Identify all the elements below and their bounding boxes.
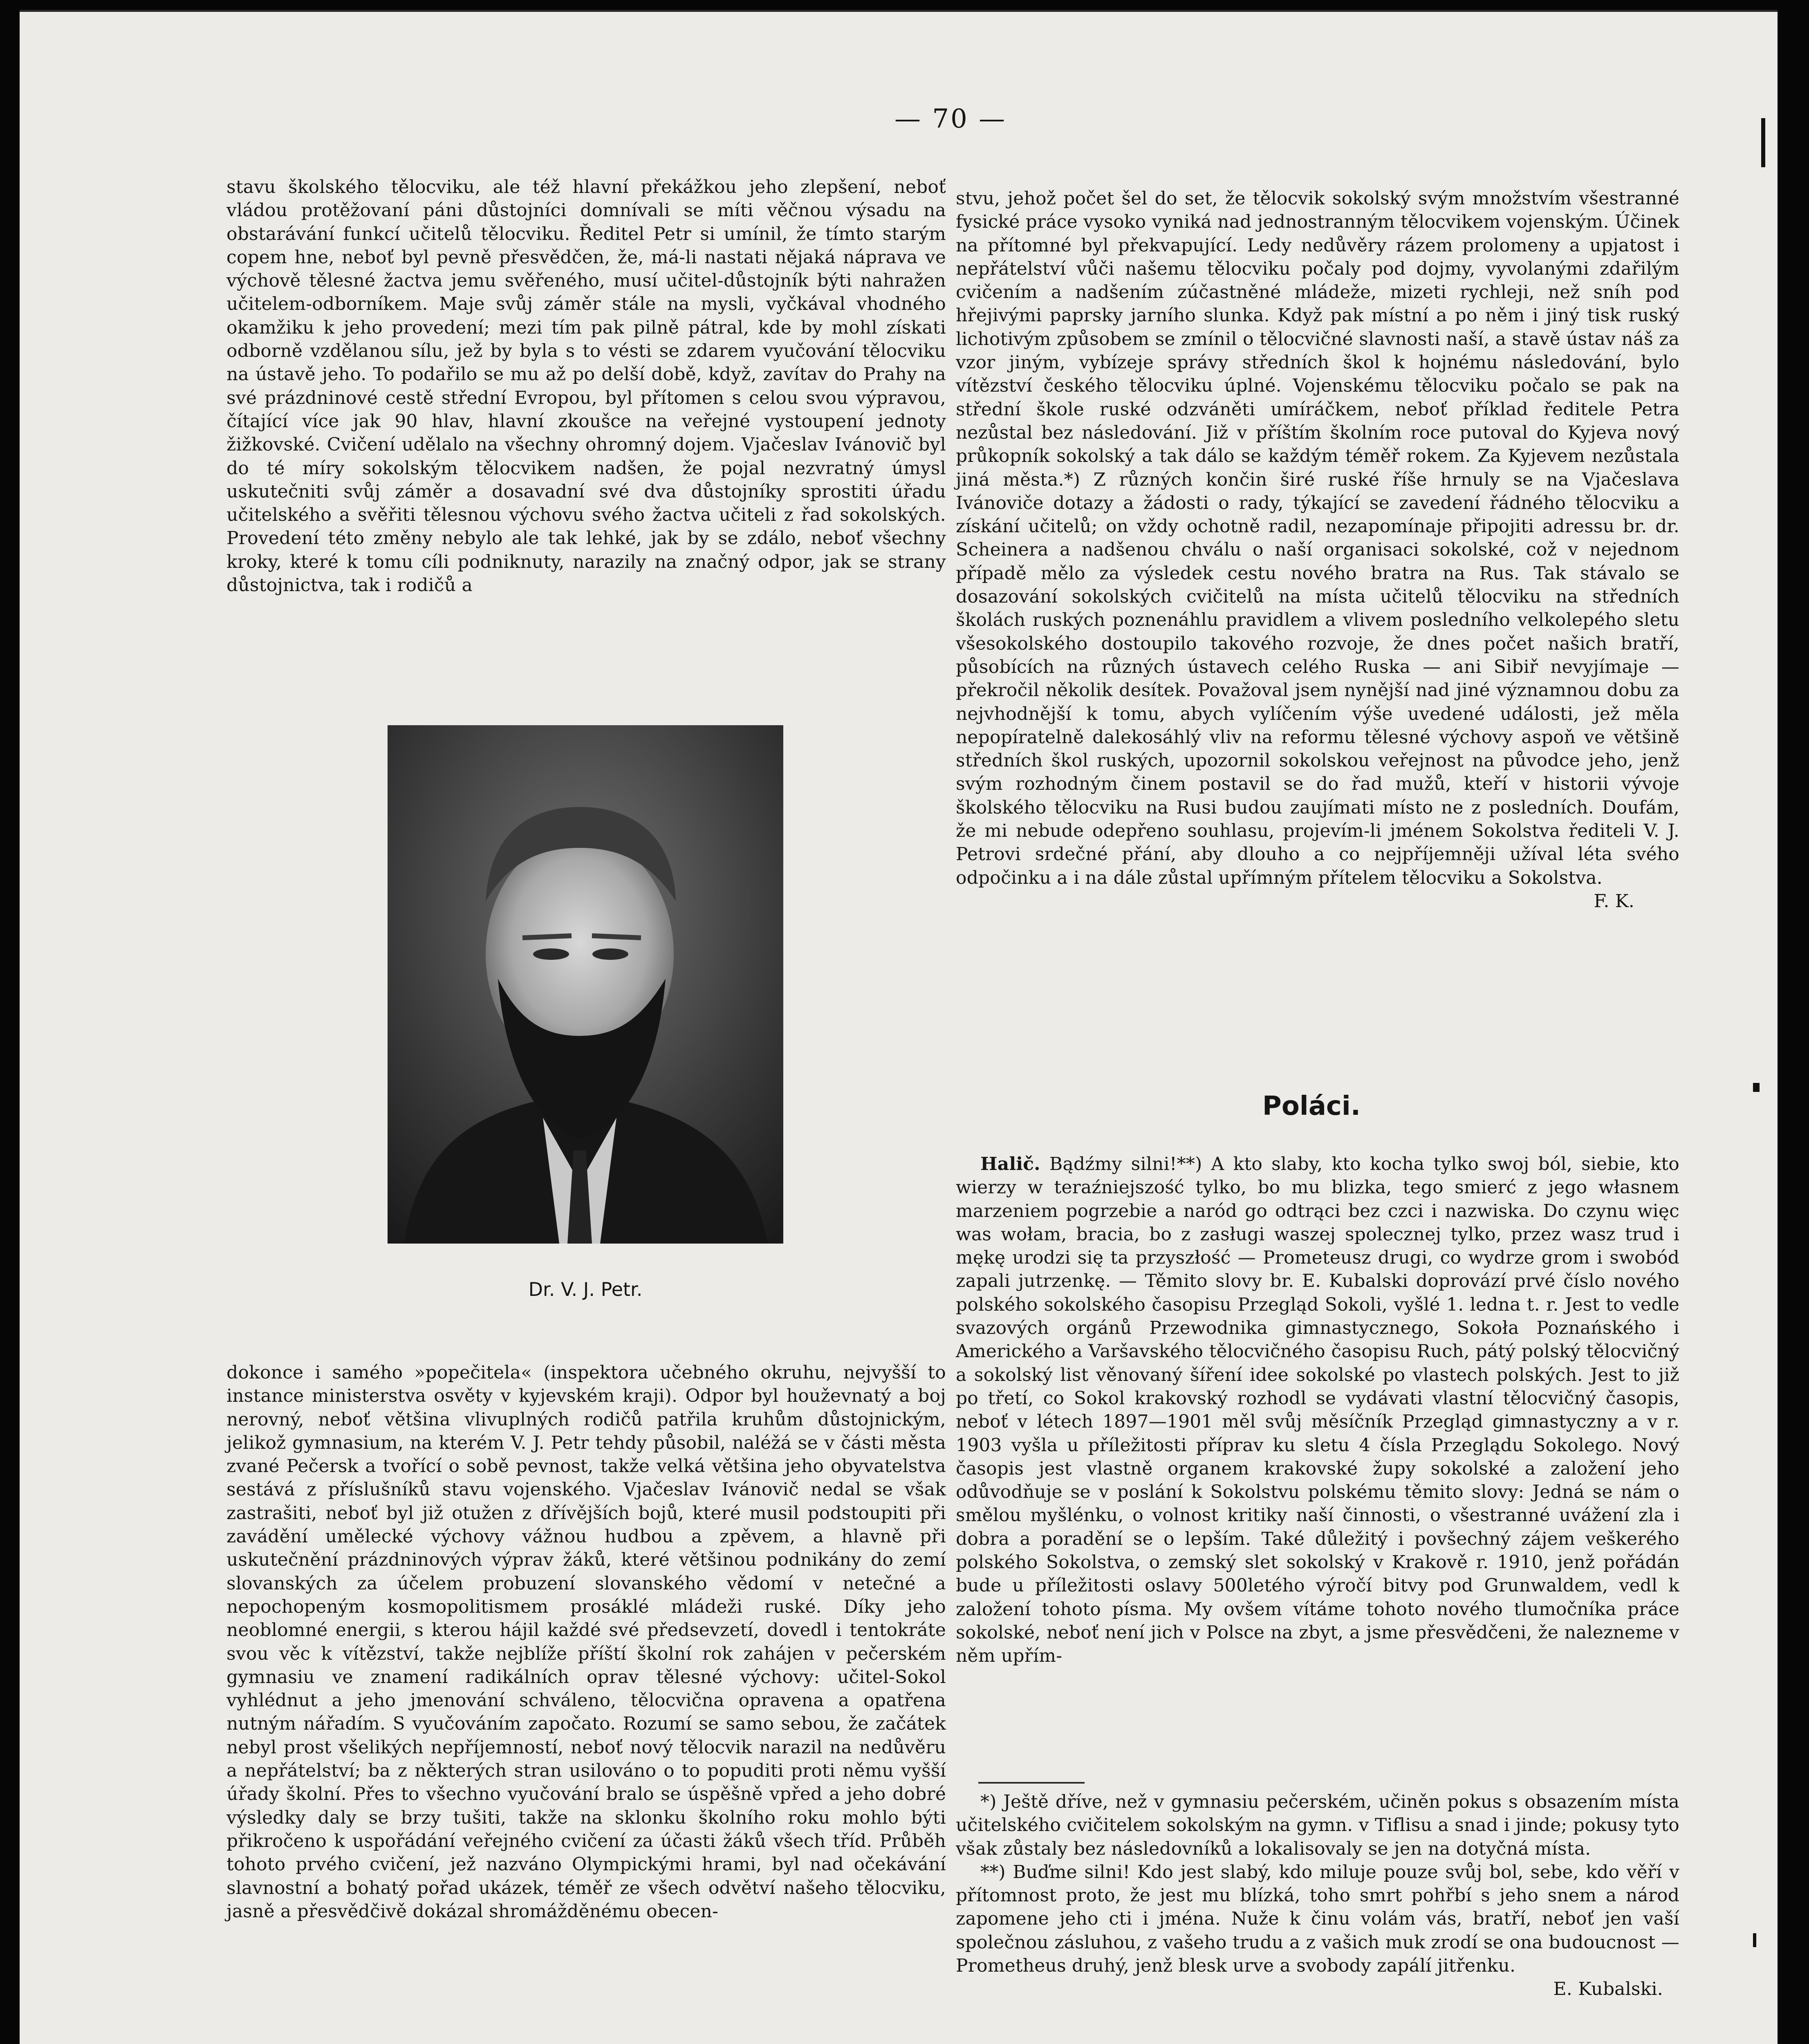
scan-artifact bbox=[1761, 118, 1765, 167]
portrait-photo bbox=[388, 725, 783, 1244]
footnote-signature: E. Kubalski. bbox=[1553, 1979, 1663, 2000]
page-number: — 70 — bbox=[894, 104, 1007, 134]
article-paragraph: stavu školského tělocviku, ale též hlavní překážkou jeho zlepšení, neboť vládou protěžovaní páni důstojníci domnívali se míti věčnou výsadu na obstarávání funkcí učitelů tělocviku. Ředitel Petr si umínil, že tímto starým copem hne, neboť byl pevně přesvědčen, že, má-li nastati nějaká náprava ve výchově tělesné žactva jemu svěřeného, musí učitel-důstojník býti nahražen učitelem-odborníkem. Maje svůj záměr stále na mysli, vyčkával vhodného okamžiku k jeho provedení; mezi tím pak pilně pátral, kde by mohl získati odborně vzdělanou sílu, jež by byla s to vésti se zdarem vyučování tělocviku na ústavě jeho. To podařilo se mu až po delší době, když, zavítav do Prahy na své prázdninové cestě střední Evropou, byl přítomen s celou svou výpravou, čítající více jak 90 hlav, hlavní zkoušce na veřejné vystoupení jednoty žižkovské. Cvičení udělalo na všechny ohromný dojem. Vjačeslav Ivánovič byl do té míry sokolským tělocvikem nadšen, že pojal nezvratný úmysl uskutečniti svůj záměr a dosavadní své dva důstojníky sprostiti úřadu učitelského a svěřiti tělesnou výchovu svého žactva učiteli z řad sokolských. Provedení této změny nebylo ale tak lehké, jak by se zdálo, neboť všechny kroky, které k tomu cíli podniknuty, narazily na značný odpor, jak se strany důstojnictva, tak i rodičů a bbox=[226, 177, 946, 596]
section-heading: Poláci. bbox=[1262, 1091, 1361, 1121]
article-column-right-top bbox=[956, 187, 1679, 913]
section-body bbox=[956, 1152, 1679, 1668]
document-page bbox=[20, 10, 1778, 2044]
footnote: *) Ještě dříve, než v gymnasiu pečerském, učiněn pokus s obsazením místa učitelského cvičitelem sokolským na gymn. v Tiflisu a snad i jinde; pokusy tyto však zůstaly bez následovníků a lokalisovaly se jen na dotyčná místa. bbox=[956, 1791, 1679, 1859]
photo-caption: Dr. V. J. Petr. bbox=[528, 1278, 643, 1300]
article-paragraph: stvu, jehož počet šel do set, že tělocvik sokolský svým množstvím všestranné fysické práce vysoko vyniká nad jednostranným tělocvikem vojenským. Účinek na přítomné byl překvapující. Ledy nedůvěry rázem prolomeny a upjatost i nepřátelství vůči našemu tělocviku počaly pod dojmy, vyvolanými zdařilým cvičením a nadšením zúčastněné mládeže, mizeti rychleji, než sníh pod hřejivými paprsky jarního slunka. Když pak místní a po něm i jiný tisk ruský lichotivým způsobem se zmínil o tělocvičné slavnosti naší, a stavě ústav náš za vzor jiným, vybízeje správy středních škol k hojnému následování, bylo vítězství českého tělocviku úplné. Vojenskému tělocviku počalo se pak na střední škole ruské odzváněti umíráčkem, neboť příklad ředitele Petra nezůstal bez následování. Již v příštím školním roce putoval do Kyjeva nový průkopník sokolský a tak dálo se každým téměř rokem. Za Kyjevem nezůstala jiná města.*) Z různých končin širé ruské říše hrnuly se na Vjačeslava Ivánoviče dotazy a žádosti o rady, týkající se zavedení řádného tělocviku a získání učitelů; on vždy ochotně radil, nezapomínaje připojiti adressu br. dr. Scheinera a nadšenou chválu o naší organisaci sokolské, což v nejednom případě mělo za výsledek cestu nového bratra na Rus. Tak stávalo se dosazování sokolských cvičitelů na místa učitelů tělocviku na středních školách ruských poznenáhlu pravidlem a vlivem posledního velkolepého sletu všesokolského dostoupilo takového rozvoje, že dnes počet našich bratří, působících na různých ústavech celého Ruska — ani Sibiř nevyjímaje — překročil několik desítek. Považoval jsem nynější nad jiné významnou dobu za nejvhodnější k tomu, abych vylíčením výše uvedené události, jež měla nepopíratelně dalekosáhlý vliv na reformu tělesné výchovy aspoň ve většině středních škol ruských, upozornil sokolskou veřejnost na původce jeho, jenž svým rozhodným činem postavil se do řad mužů, kteří v historii vývoje školského tělocviku na Rusi budou zaujímati místo ne z posledních. Doufám, že mi nebude odepřeno souhlasu, projevím-li jménem Sokolstva řediteli V. J. Petrovi srdečné přání, aby dlouho a co nejpříjemněji užíval léta svého odpočinku a i na dále zůstal upřímným přítelem tělocviku a Sokolstva. bbox=[956, 188, 1679, 888]
article-paragraph: dokonce i samého »popečitela« (inspektora učebného okruhu, nejvyšší to instance ministerstva osvěty v kyjevském kraji). Odpor byl houževnatý a boj nerovný, neboť většina vlivuplných rodičů patřila kruhům důstojnickým, jelikož gymnasium, na kterém V. J. Petr tehdy působil, naléžá se v části města zvané Pečersk a tvořící o sobě pevnost, takže velká většina jeho obyvatelstva sestává z příslušníků stavu vojenského. Vjačeslav Ivánovič nedal se však zastrašiti, neboť byl již otužen z dřívějších bojů, které musil podstoupiti při zavádění umělecké výchovy vážnou hudbou a zpěvem, a hlavně při uskutečnění prázdninových výprav žáků, které většinou podnikány do zemí slovanských za účelem probuzení slovanského vědomí v netečné a nepochopeným kosmopolitismem prosáklé mládeži ruské. Díky jeho neoblomné energii, s kterou hájil každé své předsevzetí, dovedl i tentokráte svou věc k vítězství, takže nejblíže příští školní rok zahájen v pečerském gymnasiu ve znamení radikálních oprav tělesné výchovy: učitel-Sokol vyhlédnut a jeho jmenování schváleno, tělocvična opravena a opatřena nutným nářadím. S vyučováním započato. Rozumí se samo sebou, že začátek nebyl prost všelikých nepříjemností, neboť nový tělocvik narazil na nedůvěru a nepřátelství; ba z některých stran usilováno o to popuditi proti němu vyšší úřady školní. Přes to všechno vyučování bralo se úspěšně vpřed a jeho dobré výsledky daly se brzy tušiti, takže na sklonku školního roku mohlo býti přikročeno k uspořádání veřejného cvičení za účasti žáků všech tříd. Průběh tohoto prvého cvičení, jež nazváno Olympickými hrami, byl nad očekávání slavnostní a bohatý pořad ukázek, téměř ze všech odvětví našeho tělocviku, jasně a přesvědčivě dokázal shromážděnému obecen- bbox=[226, 1362, 946, 1922]
scan-artifact bbox=[1753, 1083, 1760, 1092]
section-text: Bądźmy silni!**) A kto slaby, kto kocha tylko swoj ból, siebie, kto wierzy w teraźniejszość tylko, bo mu blizka, tego smierć z jego własnem marzeniem pogrzebie a naród go odtrąci bez czci i nazwiska. Do czynu więc was wołam, bracia, bo z zasługi waszej spolecznej tylko, przez wasz trud i mękę urodzi się ta przyszłość — Prometeusz drugi, co wydrze grom i swobód zapali jutrzenkę. — Těmito slovy br. E. Kubalski doprovází prvé číslo nového polského sokolského časopisu Przegląd Sokoli, vyšlé 1. ledna t. r. Jest to vedle svazových orgánů Przewodnika gimnastycznego, Sokoła Poznańského i Amerického a Varšavského tělocvičného časopisu Ruch, pátý polský tělocvičný a sokolský list věnovaný šíření idee sokolské po vlastech polských. Jest to již po třetí, co Sokol krakovský rozhodl se vydávati vlastní tělocvičný časopis, neboť v létech 1897—1901 měl svůj měsíčník Przegląd gimnastyczny a v r. 1903 vyšla u příležitosti příprav ku sletu 4 čísla Przeglądu Sokolego. Nový časopis jest vlastně organem krakovské župy sokolské a založení jeho odůvodňuje se v poslání k Sokolstvu polskému těmito slovy: Jedná se nám o smělou myšlénku, o volnost kritiky naší činnosti, o všestranné uvážení zla i dobra a poradění se o lepším. Také důležitý i povšechný zájem veškerého polského Sokolstva, o zemský slet sokolský v Krakově r. 1910, jenž pořádán bude u příležitosti oslavy 500letého výročí bitvy pod Grunwaldem, vedl k založení tohoto písma. My ovšem vítáme tohoto nového tlumočníka práce sokolské, neboť není jich v Polsce na zbyt, a jsme přesvědčeni, že nalezneme v něm upřím- bbox=[956, 1154, 1679, 1667]
article-column-left-top bbox=[226, 175, 946, 597]
footnotes bbox=[956, 1790, 1679, 2001]
footnote: **) Buďme silni! Kdo jest slabý, kdo miluje pouze svůj bol, sebe, kdo věří v přítomnost proto, že jest mu blízká, toho smrt pohřbí s jeho snem a národ zapomene jeho cti i jména. Nuže k činu volám vás, bratří, neboť jen vaší společnou zásluhou, z vašeho trudu a z vašich muk zrodí se ona budoucnost — Prometheus druhý, jenž blesk urve a svobody zapálí jitřenku. bbox=[956, 1861, 1679, 1977]
article-column-left-bottom bbox=[226, 1361, 946, 1923]
scan-artifact bbox=[1753, 1933, 1756, 1947]
section-paragraph bbox=[956, 1152, 1679, 1668]
article-signature: F. K. bbox=[1594, 890, 1634, 912]
footnote-divider bbox=[978, 1782, 1085, 1784]
portrait-illustration bbox=[388, 725, 783, 1244]
section-lead: Halič. bbox=[980, 1154, 1040, 1174]
